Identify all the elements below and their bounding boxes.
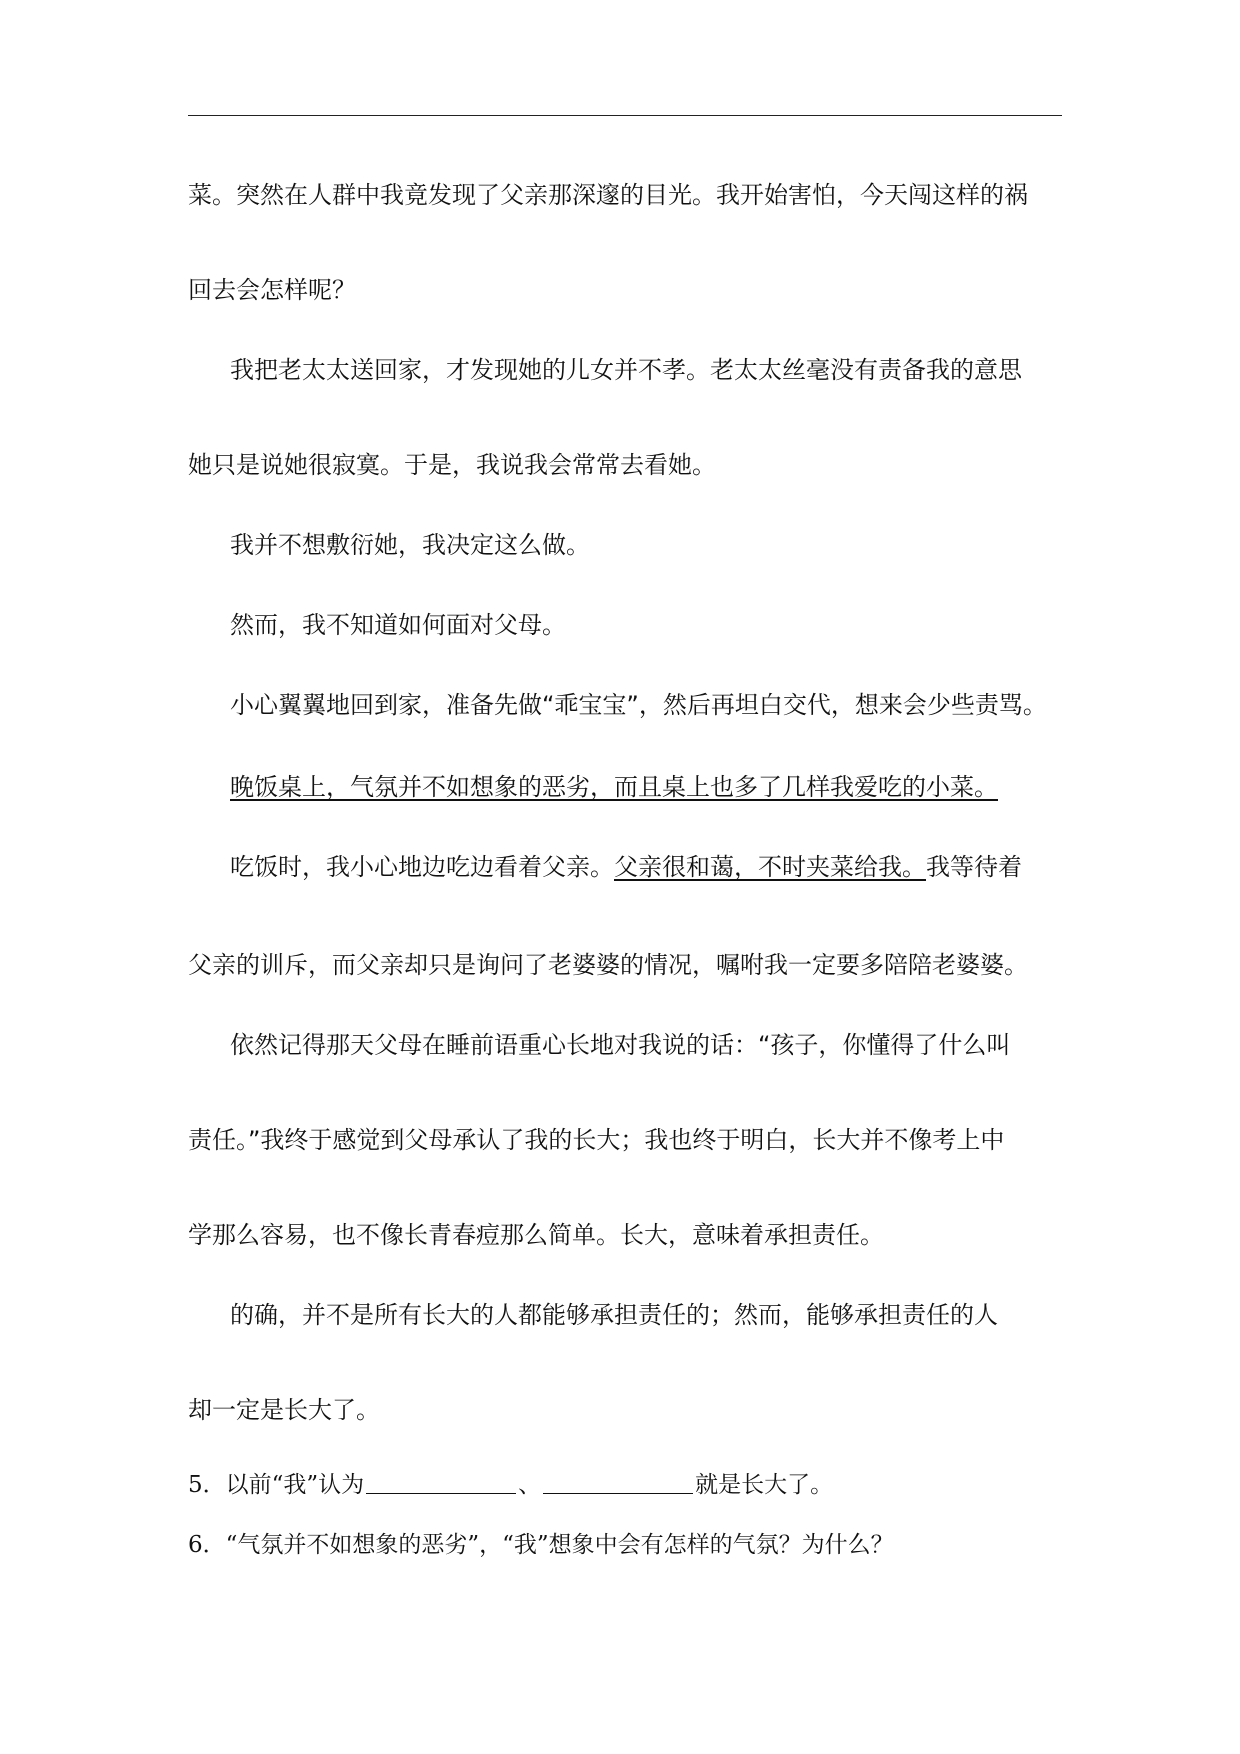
passage-line-underlined: 晚饭桌上，气氛并不如想象的恶劣，而且桌上也多了几样我爱吃的小菜。 — [230, 773, 998, 801]
answer-blank-1[interactable] — [366, 1471, 516, 1494]
passage-line: 责任。”我终于感觉到父母承认了我的长大；我也终于明白，长大并不像考上中 — [188, 1126, 1005, 1154]
passage-line: 菜。突然在人群中我竟发现了父亲那深邃的目光。我开始害怕，今天闯这样的祸 — [188, 181, 1028, 209]
passage-line: 学那么容易，也不像长青春痘那么简单。长大，意味着承担责任。 — [188, 1221, 884, 1249]
header-rule — [188, 115, 1062, 116]
passage-line: 的确，并不是所有长大的人都能够承担责任的；然而，能够承担责任的人 — [230, 1301, 998, 1329]
passage-line: 回去会怎样呢？ — [188, 276, 356, 304]
passage-line: 父亲的训斥，而父亲却只是询问了老婆婆的情况，嘱咐我一定要多陪陪老婆婆。 — [188, 951, 1028, 979]
passage-line: 然而，我不知道如何面对父母。 — [230, 611, 566, 639]
question-5-suffix: 就是长大了。 — [695, 1472, 834, 1498]
question-5 — [188, 1470, 833, 1500]
passage-line: 我并不想敷衍她，我决定这么做。 — [230, 531, 590, 559]
passage-segment-underlined: 父亲很和蔼，不时夹菜给我。 — [614, 853, 926, 881]
passage-segment: 我等待着 — [926, 853, 1022, 881]
passage-line: 小心翼翼地回到家，准备先做“乖宝宝”，然后再坦白交代，想来会少些责骂。 — [230, 691, 1047, 719]
question-6: 6．“气氛并不如想象的恶劣”，“我”想象中会有怎样的气氛？为什么？ — [188, 1532, 894, 1558]
question-5-prefix: 5．以前“我”认为 — [188, 1472, 365, 1498]
passage-line: 依然记得那天父母在睡前语重心长地对我说的话：“孩子，你懂得了什么叫 — [230, 1031, 1011, 1059]
question-5-separator: 、 — [518, 1472, 542, 1498]
passage-line: 却一定是长大了。 — [188, 1396, 380, 1424]
answer-blank-2[interactable] — [543, 1471, 693, 1494]
passage-line: 我把老太太送回家，才发现她的儿女并不孝。老太太丝毫没有责备我的意思 — [230, 356, 1022, 384]
passage-segment: 吃饭时，我小心地边吃边看着父亲。 — [230, 853, 614, 881]
passage-line — [230, 852, 1130, 882]
passage-line: 她只是说她很寂寞。于是，我说我会常常去看她。 — [188, 451, 716, 479]
